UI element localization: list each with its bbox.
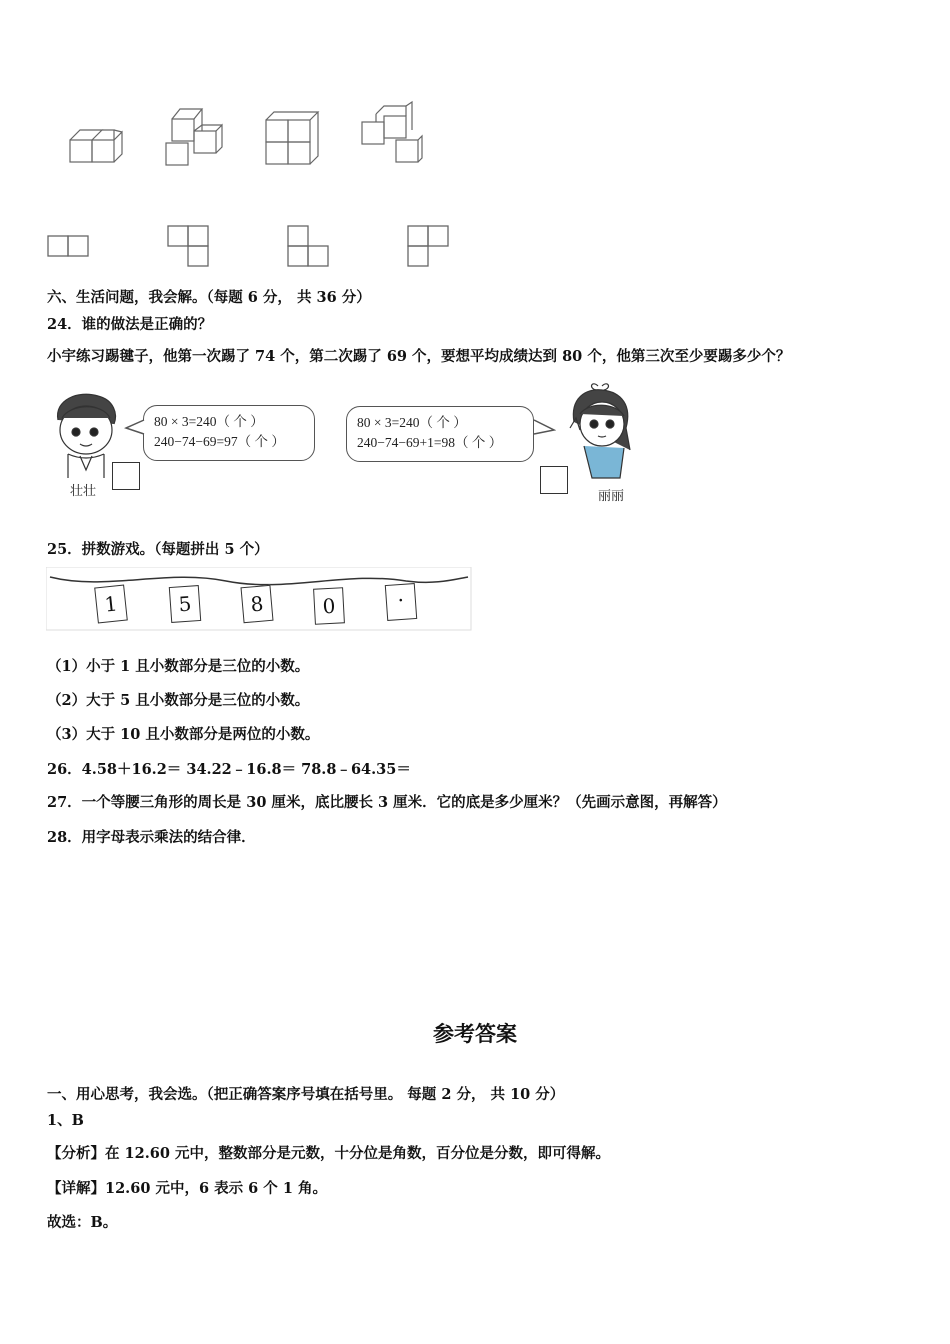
number-card-5: 5	[169, 585, 201, 623]
answer-choice: 故选：B。	[47, 1214, 118, 1231]
answer-1: 1、B	[47, 1112, 84, 1129]
q25-item-1: （1）小于 1 且小数部分是三位的小数。	[47, 658, 310, 675]
answers-title: 参考答案	[433, 1022, 517, 1046]
boy-bubble-line2: 240−74−69=97（ 个 ）	[154, 434, 285, 449]
number-card-8: 8	[240, 585, 273, 623]
q24-title: 24．谁的做法是正确的？	[47, 316, 213, 333]
boy-name: 壮壮	[70, 484, 97, 499]
boy-bubble-line1: 80 × 3=240（ 个 ）	[154, 414, 264, 429]
boy-speech-bubble	[143, 405, 315, 461]
view-figure-4	[406, 224, 452, 268]
view-figure-2	[166, 224, 212, 268]
q26-text: 26．4.58＋16.2＝ 34.22﹣16.8＝ 78.8﹣64.35＝	[47, 761, 411, 778]
girl-bubble-tail	[532, 418, 556, 438]
answer-analysis: 【分析】在 12.60 元中，整数部分是元数，十分位是角数，百分位是分数，即可得解。	[47, 1145, 610, 1162]
cube-figure-2	[160, 105, 226, 169]
cube-figure-4	[356, 100, 426, 166]
q25-item-3: （3）大于 10 且小数部分是两位的小数。	[47, 726, 320, 743]
number-card-0: 0	[313, 587, 345, 625]
girl-speech-bubble	[346, 406, 534, 462]
q24-text: 小宇练习踢毽子，他第一次踢了 74 个，第二次踢了 69 个，要想平均成绩达到 80 个，他第三次至少要踢多少个？	[47, 348, 791, 365]
cube-figure-3	[262, 108, 324, 166]
boy-answer-box	[112, 462, 140, 490]
q25-item-2: （2）大于 5 且小数部分是三位的小数。	[47, 692, 310, 709]
q25-title: 25．拼数游戏。（每题拼出 5 个）	[47, 541, 269, 558]
girl-bubble-line1: 80 × 3=240（ 个 ）	[357, 415, 467, 430]
view-figure-3	[286, 224, 332, 268]
girl-illustration	[562, 378, 642, 482]
section6-heading: 六、生活问题，我会解。（每题 6 分， 共 36 分）	[47, 289, 371, 306]
number-card-1: 1	[94, 585, 128, 624]
boy-bubble-tail	[124, 418, 146, 438]
girl-bubble-line2: 240−74−69+1=98（ 个 ）	[357, 435, 503, 450]
view-figure-1	[46, 234, 92, 258]
number-card-dot: ·	[385, 583, 417, 621]
answer-detail: 【详解】12.60 元中，6 表示 6 个 1 角。	[47, 1180, 327, 1197]
answers-section1: 一、用心思考，我会选。（把正确答案序号填在括号里。 每题 2 分， 共 10 分）	[47, 1086, 565, 1103]
q28-text: 28．用字母表示乘法的结合律．	[47, 829, 256, 846]
cube-figure-1	[66, 120, 126, 168]
girl-name: 丽丽	[598, 489, 625, 504]
q27-text: 27．一个等腰三角形的周长是 30 厘米，底比腰长 3 厘米．它的底是多少厘米？（先画示意图，再解答）	[47, 794, 727, 811]
